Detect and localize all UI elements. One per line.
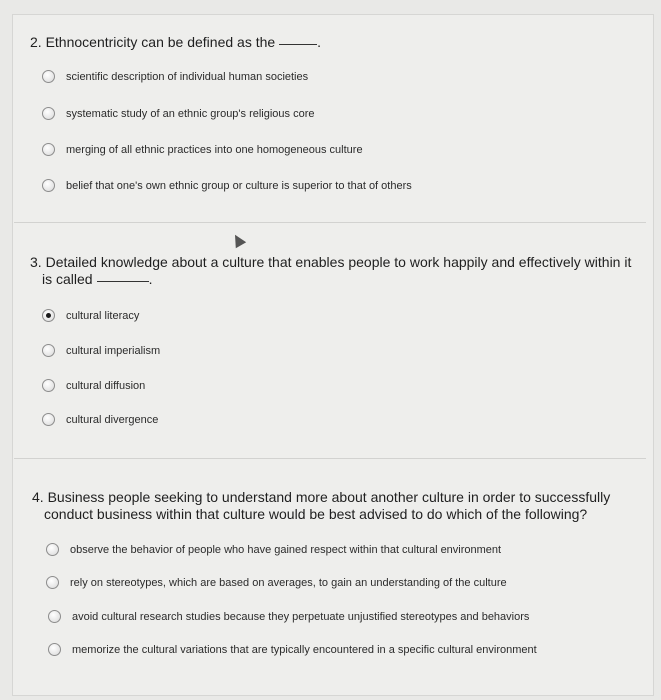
question-4-text-line2: conduct business within that culture would be best advised to do which of the following?: [44, 506, 588, 522]
radio-button[interactable]: [42, 344, 55, 357]
question-3-text-line2: is called .: [42, 271, 153, 287]
question-2-choice-2[interactable]: [42, 107, 315, 120]
question-4-choice-4[interactable]: [48, 643, 537, 656]
radio-button[interactable]: [46, 576, 59, 589]
question-2: [30, 34, 321, 51]
radio-button[interactable]: [42, 70, 55, 83]
radio-button[interactable]: [42, 143, 55, 156]
question-divider: [14, 458, 646, 459]
question-2-choice-4[interactable]: [42, 179, 412, 192]
question-2-text: 2. Ethnocentricity can be defined as the .: [30, 34, 322, 50]
choice-label: cultural literacy: [66, 309, 140, 322]
answer-blank: [279, 44, 317, 45]
question-4-choice-1[interactable]: [46, 543, 501, 556]
choice-label: merging of all ethnic practices into one homogeneous culture: [66, 143, 363, 156]
choice-label: scientific description of individual human societies: [66, 70, 309, 83]
question-4-choice-3[interactable]: [48, 610, 529, 623]
question-3-text: 3. Detailed knowledge about a culture that enables people to work happily and effectively within it: [30, 254, 632, 270]
radio-button-selected[interactable]: [42, 309, 55, 322]
radio-button[interactable]: [42, 107, 55, 120]
choice-label: belief that one's own ethnic group or culture is superior to that of others: [66, 179, 412, 192]
radio-button[interactable]: [48, 643, 61, 656]
radio-button[interactable]: [46, 543, 59, 556]
question-4: [32, 489, 610, 523]
choice-label: rely on stereotypes, which are based on averages, to gain an understanding of the culture: [70, 576, 507, 589]
question-3: [30, 254, 631, 288]
choice-label: systematic study of an ethnic group's religious core: [66, 107, 315, 120]
question-3-choice-2[interactable]: [42, 344, 160, 357]
radio-button[interactable]: [48, 610, 61, 623]
question-divider: [14, 222, 646, 223]
radio-button[interactable]: [42, 379, 55, 392]
question-3-choice-3[interactable]: [42, 379, 145, 392]
radio-button[interactable]: [42, 179, 55, 192]
question-2-choice-1[interactable]: [42, 70, 308, 83]
choice-label: cultural diffusion: [66, 379, 146, 392]
choice-label: avoid cultural research studies because they perpetuate unjustified stereotypes and behaviors: [72, 610, 530, 623]
choice-label: memorize the cultural variations that are typically encountered in a specific cultural environment: [72, 643, 537, 656]
choice-label: cultural imperialism: [66, 344, 161, 357]
answer-blank: [97, 281, 149, 282]
radio-button[interactable]: [42, 413, 55, 426]
question-4-choice-2[interactable]: [46, 576, 507, 589]
question-3-choice-4[interactable]: [42, 413, 158, 426]
question-4-text: 4. Business people seeking to understand more about another culture in order to successfully: [32, 489, 611, 505]
question-3-choice-1[interactable]: [42, 309, 139, 322]
choice-label: cultural divergence: [66, 413, 159, 426]
choice-label: observe the behavior of people who have gained respect within that cultural environment: [70, 543, 502, 556]
question-2-choice-3[interactable]: [42, 143, 363, 156]
